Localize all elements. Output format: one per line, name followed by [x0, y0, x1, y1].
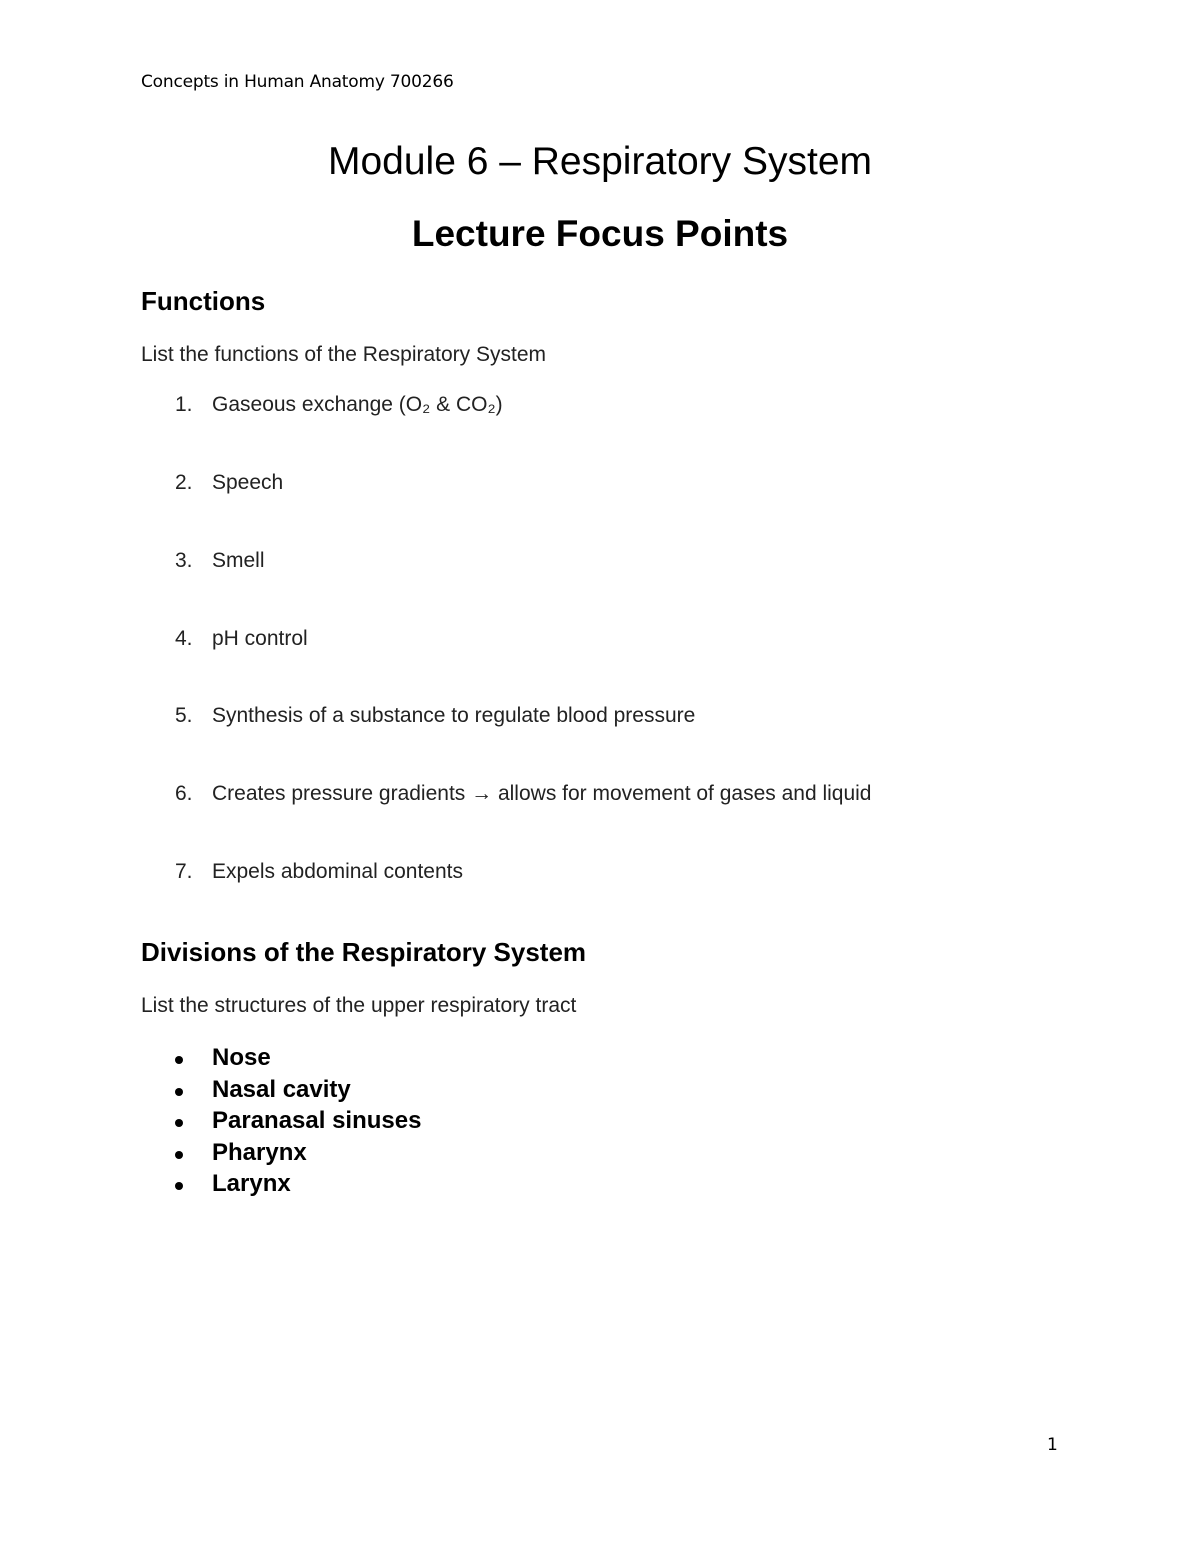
list-item-text: Expels abdominal contents [212, 860, 463, 883]
bullet-item-text: Nasal cavity [212, 1076, 351, 1103]
list-item-number: 7. [175, 860, 193, 883]
bullet-icon [175, 1056, 183, 1064]
divisions-heading: Divisions of the Respiratory System [141, 937, 587, 967]
functions-prompt: List the functions of the Respiratory System [141, 343, 547, 366]
list-item-number: 4. [175, 627, 193, 650]
list-item-text: pH control [212, 627, 308, 650]
list-item-number: 5. [175, 704, 193, 727]
list-item-text: Speech [212, 471, 284, 494]
list-item-number: 2. [175, 471, 193, 494]
bullet-item-text: Pharynx [212, 1139, 307, 1166]
bullet-icon [175, 1182, 183, 1190]
bullet-icon [175, 1088, 183, 1096]
divisions-prompt: List the structures of the upper respiratory tract [141, 994, 577, 1017]
list-item-text: Smell [212, 549, 265, 572]
functions-heading: Functions [141, 286, 266, 316]
bullet-item-text: Paranasal sinuses [212, 1107, 422, 1134]
bullet-item-text: Nose [212, 1044, 271, 1071]
list-item-number: 6. [175, 782, 193, 805]
list-item-text: Gaseous exchange (O₂ & CO₂) [212, 393, 503, 416]
bullet-icon [175, 1151, 183, 1159]
list-item-text: Synthesis of a substance to regulate blood pressure [212, 704, 696, 727]
bullet-item-text: Larynx [212, 1170, 291, 1197]
list-item-number: 1. [175, 393, 193, 416]
running-header: Concepts in Human Anatomy 700266 [141, 72, 454, 92]
list-item-number: 3. [175, 549, 193, 572]
lecture-title: Lecture Focus Points [411, 213, 789, 254]
list-item-text: Creates pressure gradients → allows for movement of gases and liquid [212, 782, 872, 805]
module-title: Module 6 – Respiratory System [327, 140, 873, 183]
bullet-icon [175, 1119, 183, 1127]
page-number: 1 [1047, 1435, 1058, 1455]
